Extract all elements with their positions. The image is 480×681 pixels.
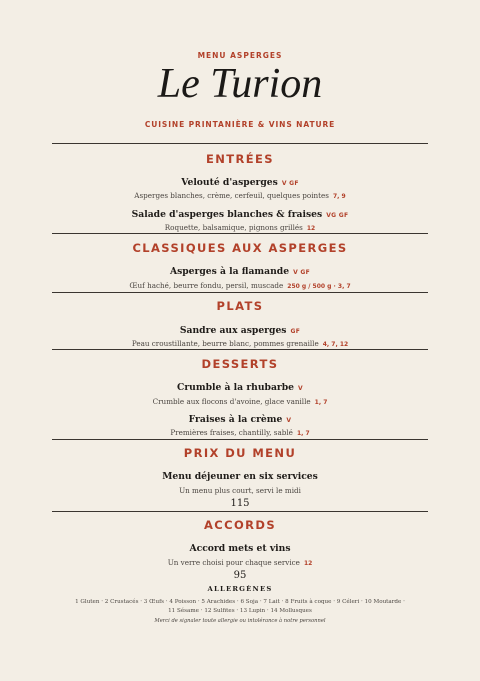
item-description-row	[0, 215, 480, 234]
item-name: Sandre aux asperges	[179, 325, 287, 336]
section-title-accords: ACCORDS	[203, 518, 277, 532]
item-description: Peau croustillante, beurre blanc, pommes grenaille	[131, 339, 319, 348]
allergen-ref: 12	[303, 560, 313, 567]
item-description-row	[0, 273, 480, 292]
divider	[52, 511, 428, 512]
item-description: Asperges blanches, crème, cerfeuil, quelques pointes	[134, 191, 329, 200]
allergen-ref: 1, 7	[314, 399, 328, 406]
menu-kicker: MENU ASPERGES	[197, 51, 283, 60]
item-description: Roquette, balsamique, pignons grillés	[164, 223, 303, 232]
menu-price-row	[0, 491, 480, 510]
section-title-entrees: ENTRÉES	[206, 152, 274, 166]
item-description-row	[0, 331, 480, 350]
item-description: Un menu plus court, servi le midi	[179, 486, 301, 495]
item-name: Fraises à la crème	[188, 414, 283, 425]
section-title-desserts: DESSERTS	[201, 357, 279, 371]
section-title-prix: PRIX DU MENU	[183, 446, 297, 460]
allergen-ref: 1, 7	[296, 430, 310, 437]
item-description: Œuf haché, beurre fondu, persil, muscade	[129, 281, 284, 290]
diet-tag: V GF	[293, 269, 311, 276]
allergen-ref: 7, 9	[332, 193, 346, 200]
item-name: Asperges à la flamande	[169, 266, 290, 277]
item-name: Velouté d'asperges	[181, 177, 278, 188]
divider	[52, 143, 428, 144]
divider	[52, 292, 428, 293]
section-title-plats: PLATS	[216, 299, 264, 313]
allergens-title: ALLERGÈNES	[207, 585, 273, 593]
restaurant-title: Le Turion	[157, 61, 323, 107]
allergen-ref: 4, 7, 12	[322, 341, 349, 348]
menu-price: 115	[230, 498, 250, 509]
allergens-note: Merci de signaler toute allergie ou intolérance à notre personnel	[154, 618, 326, 624]
diet-tag: V	[298, 385, 303, 392]
item-description-row	[0, 389, 480, 408]
divider	[52, 439, 428, 440]
item-description: Crumble aux flocons d'avoine, glace vanille	[152, 397, 311, 406]
accord-price: 95	[233, 570, 247, 581]
item-name: Accord mets et vins	[189, 543, 291, 554]
diet-tag: VG GF	[326, 212, 349, 219]
diet-tag: GF	[290, 328, 301, 335]
menu-price-row	[0, 563, 480, 582]
restaurant-subtitle: CUISINE PRINTANIÈRE & VINS NATURE	[144, 120, 336, 129]
item-name: Salade d'asperges blanches & fraises	[131, 209, 323, 220]
allergens-list-line1: 1 Gluten · 2 Crustacés · 3 Œufs · 4 Poisson · 5 Arachides · 6 Soja · 7 Lait · 8 Fruits à coque · 9 Céleri · 10 Moutarde ·	[75, 599, 405, 605]
diet-tag: V	[286, 417, 292, 424]
allergens-list-line2: 11 Sésame · 12 Sulfites · 13 Lupin · 14 Mollusques	[168, 608, 312, 614]
allergen-ref: 250 g / 500 g · 3, 7	[287, 283, 351, 290]
item-description-row	[0, 420, 480, 439]
divider	[52, 349, 428, 350]
divider	[52, 233, 428, 234]
diet-tag: V GF	[281, 180, 299, 187]
item-name: Crumble à la rhubarbe	[177, 382, 295, 393]
item-description-row	[0, 183, 480, 202]
allergen-ref: 12	[306, 225, 316, 232]
item-description: Un verre choisi pour chaque service	[167, 558, 300, 567]
item-name: Menu déjeuner en six services	[162, 471, 318, 482]
section-title-classiques: CLASSIQUES AUX ASPERGES	[132, 241, 348, 255]
item-description: Premières fraises, chantilly, sablé	[170, 428, 293, 437]
